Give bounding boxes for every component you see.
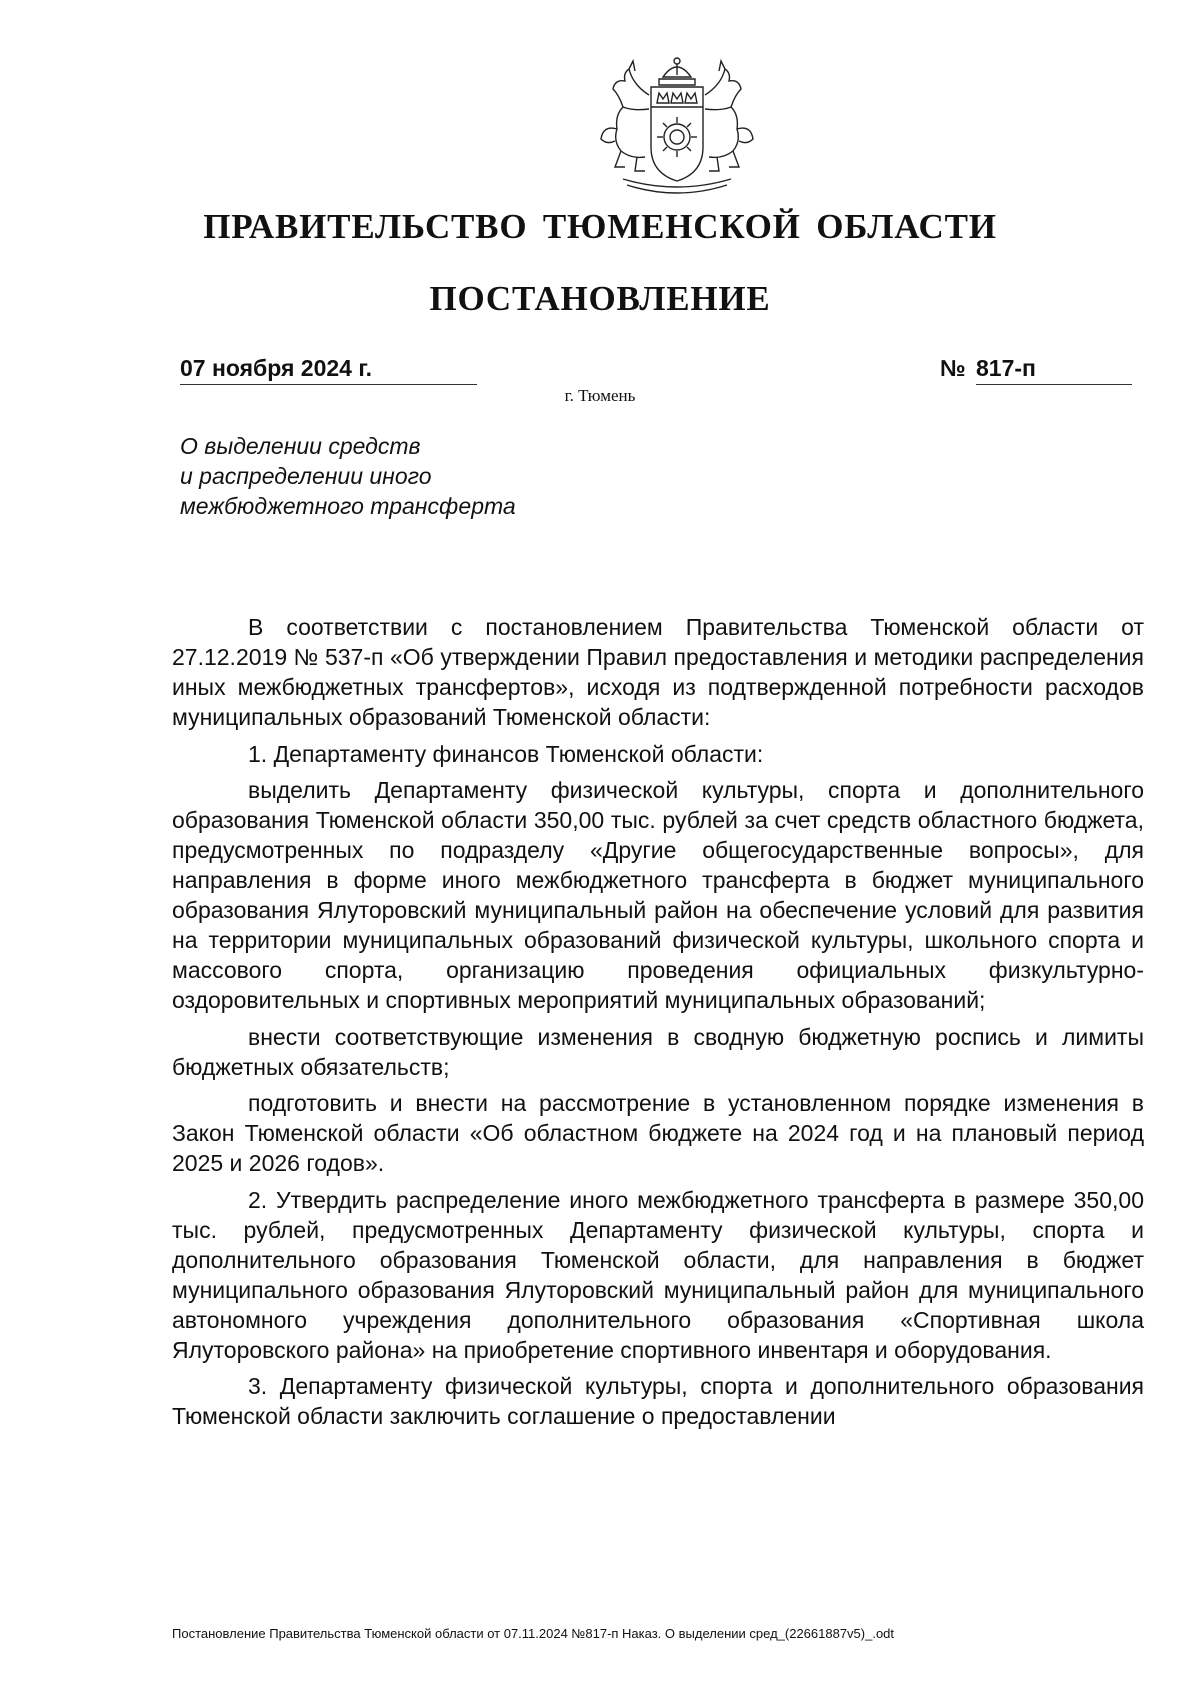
document-body [172, 612, 1144, 1438]
document-type: ПОСТАНОВЛЕНИЕ [429, 279, 771, 318]
number-field [976, 354, 1132, 385]
body-paragraph: В соответствии с постановлением Правительства Тюменской области от 27.12.2019 № 537-п «Об утверждении Правил предоставления и методики распределения иных межбюджетных трансфертов», исходя из подтвержденной потребности расходов муниципальных образований Тюменской области: [172, 614, 1144, 730]
document-subject [180, 431, 640, 521]
footer-filename: Постановление Правительства Тюменской области от 07.11.2024 №817-п Наказ. О выделении сред_(22661887v5)_.odt [172, 1626, 895, 1641]
city: г. Тюмень [564, 386, 636, 405]
subject-line: О выделении средств [180, 433, 421, 459]
body-paragraph: внести соответствующие изменения в сводную бюджетную роспись и лимиты бюджетных обязательств; [172, 1023, 1144, 1080]
body-paragraph: подготовить и внести на рассмотрение в установленном порядке изменения в Закон Тюменской области «Об областном бюджете на 2024 год и на плановый период 2025 и 2026 годов». [172, 1090, 1144, 1176]
subject-line: и распределении иного [180, 463, 432, 489]
coat-of-arms-icon [593, 55, 761, 195]
body-paragraph: 2. Утвердить распределение иного межбюджетного трансферта в размере 350,00 тыс. рублей, предусмотренных Департаменту физической культуры, спорта и дополнительного образования Тюменской области, для направления в бюджет муниципального образования Ялуторовский муниципальный район для муниципального автономного учреждения дополнительного образования «Спортивная школа Ялуторовского района» на приобретение спортивного инвентаря и оборудования. [172, 1186, 1144, 1363]
document-date: 07 ноября 2024 г. [180, 355, 373, 381]
number-label: № [940, 355, 966, 381]
organization-title: ПРАВИТЕЛЬСТВО ТЮМЕНСКОЙ ОБЛАСТИ [203, 207, 997, 246]
body-paragraph: выделить Департаменту физической культуры, спорта и дополнительного образования Тюменской области 350,00 тыс. рублей за счет средств областного бюджета, предусмотренных по подразделу «Другие общегосударственные вопросы», для направления в форме иного межбюджетного трансферта в бюджет муниципального образования Ялуторовский муниципальный район на обеспечение условий для развития на территории муниципальных образований физической культуры, школьного спорта и массового спорта, организацию проведения официальных физкультурно-оздоровительных и спортивных мероприятий муниципальных образований; [172, 777, 1144, 1013]
document-number: 817-п [976, 355, 1036, 381]
body-paragraph: 3. Департаменту физической культуры, спорта и дополнительного образования Тюменской области заключить соглашение о предоставлении [172, 1373, 1144, 1429]
body-paragraph: 1. Департаменту финансов Тюменской области: [248, 740, 764, 767]
date-field [180, 354, 477, 385]
subject-line: межбюджетного трансферта [180, 493, 516, 519]
